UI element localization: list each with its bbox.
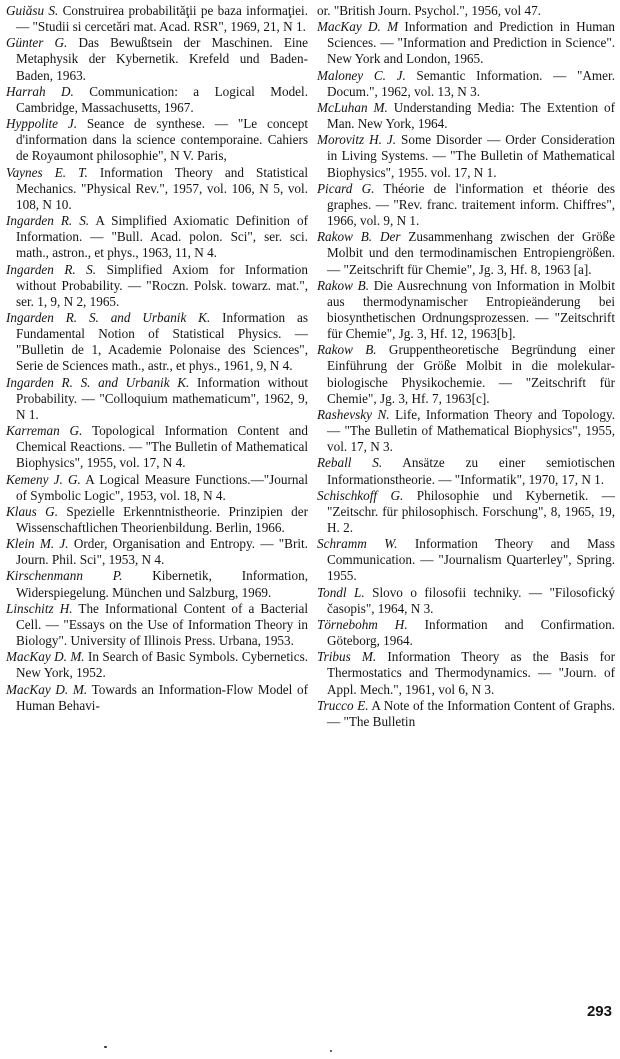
entry-author: Klaus G. bbox=[6, 503, 58, 519]
entry-text: A Logical Measure Functions.—"Journal of Symbolic Logic", 1953, vol. 18, N 4. bbox=[16, 471, 308, 503]
bibliography-entry bbox=[6, 310, 308, 375]
bibliography-entry bbox=[317, 68, 615, 100]
entry-author: Rakow B. bbox=[317, 277, 369, 293]
bibliography-entry bbox=[317, 455, 615, 487]
entry-author: McLuhan M. bbox=[317, 99, 388, 115]
entry-text: Understanding Media: The Extention of Man. New York, 1964. bbox=[327, 99, 615, 132]
entry-text: Semantic Information. — "Amer. Docum.", 1962, vol. 13, N 3. bbox=[327, 67, 615, 99]
bibliography-entry bbox=[6, 35, 308, 83]
bibliography-entry bbox=[6, 116, 308, 164]
entry-author: Klein M. J. bbox=[6, 536, 69, 552]
bibliography-entry bbox=[6, 536, 308, 568]
entry-author: Ingarden R. S. and Urbanik K. bbox=[6, 374, 190, 390]
entry-text: Information without Probability. — "Colloquium mathematicum", 1962, 9, N 1. bbox=[16, 374, 308, 422]
bibliography-entry bbox=[317, 181, 615, 229]
entry-text: Seance de synthese. — "Le concept d'information dans la science contemporaine. Cahiers de Royaumont philosophie", N V. Paris, bbox=[16, 116, 308, 164]
bibliography-entry bbox=[317, 100, 615, 132]
entry-text: Life, Information Theory and Topology. — "The Bulletin of Mathematical Biophysics", 1955, vol. 17, N 3. bbox=[327, 406, 615, 455]
entry-author: Karreman G. bbox=[6, 423, 83, 439]
bibliography-entry bbox=[6, 84, 308, 116]
bibliography-entry bbox=[6, 423, 308, 471]
entry-author: Harrah D. bbox=[6, 83, 74, 99]
entry-author: Morovitz H. J. bbox=[317, 132, 397, 148]
print-speck bbox=[330, 1050, 332, 1052]
bibliography-entry bbox=[6, 649, 308, 681]
entry-text: Das Bewußtsein der Maschinen. Eine Metaphysik der Kybernetik. Krefeld und Baden-Baden, 1963. bbox=[16, 35, 308, 83]
bibliography-entry bbox=[6, 601, 308, 649]
entry-author: Trucco E. bbox=[317, 697, 369, 713]
entry-author: Schramm W. bbox=[317, 536, 398, 552]
entry-author: Ingarden R. S. and Urbanik K. bbox=[6, 309, 211, 325]
bibliography-entry bbox=[6, 213, 308, 261]
entry-author: Maloney C. J. bbox=[317, 67, 406, 83]
entry-text: Simplified Axiom for Information without Probability. — "Roczn. Polsk. towarz. mat.", ser. 1, 9, N 2, 1965. bbox=[16, 261, 308, 309]
bibliography-entry bbox=[6, 568, 308, 600]
entry-text: Some Disorder — Order Consideration in Living Systems. — "The Bulletin of Mathematical Biophysics", 1955. vol. 17, N 1. bbox=[327, 132, 615, 180]
entry-author: Ingarden R. S. bbox=[6, 213, 90, 229]
entry-author: Schischkoff G. bbox=[317, 487, 404, 503]
bibliography-entry bbox=[6, 165, 308, 213]
entry-text: Slovo o filosofii techniky. — "Filosofický časopis", 1964, N 3. bbox=[327, 584, 615, 616]
bibliography-entry bbox=[6, 3, 308, 35]
right-column bbox=[317, 3, 615, 730]
entry-text: Information Theory and Mass Communication. — "Journalism Quarterley", Spring. 1955. bbox=[327, 536, 616, 584]
entry-text: Information Theory as the Basis for Thermostatics and Thermodynamics. — "Journ. of Appl. Mech.", 1961, vol 6, N 3. bbox=[327, 649, 615, 697]
bibliography-entry bbox=[317, 3, 615, 19]
entry-author: Vaynes E. T. bbox=[6, 164, 88, 180]
entry-text: Information Theory and Statistical Mechanics. "Physical Rev.", 1957, vol. 106, N 5, vol. 108, N 10. bbox=[16, 164, 309, 212]
entry-text: Kibernetik, Information, Widerspiegelung. München und Salzburg, 1969. bbox=[16, 568, 308, 600]
entry-text: Information as Fundamental Notion of Statistical Physics. — "Bulletin de 1, Academie Polonaise des Sciences", Serie de Sciences math., astr., et phys., 1961, 9, N 4. bbox=[16, 309, 308, 374]
entry-author: Linschitz H. bbox=[6, 600, 73, 616]
entry-text: Spezielle Erkenntnistheorie. Prinzipien der Wissenschaftlichen Theorienbildung. Berlin, 1966. bbox=[16, 503, 308, 535]
bibliography-entry bbox=[317, 278, 615, 343]
entry-author: Picard G. bbox=[317, 180, 375, 196]
entry-text: Philosophie und Kybernetik. — "Zeitschr. für philosophisch. Forschung", 8, 1965, 19, H. 2. bbox=[327, 487, 615, 535]
entry-text: Order, Organisation and Entropy. — "Brit. Journ. Phil. Sci", 1953, N 4. bbox=[16, 536, 308, 568]
bibliography-entry bbox=[317, 585, 615, 617]
entry-text: A Note of the Information Content of Graphs. — "The Bulletin bbox=[327, 697, 616, 729]
entry-author: Rakow B. bbox=[317, 342, 377, 358]
bibliography-entry bbox=[317, 536, 615, 584]
bibliography-entry bbox=[317, 229, 615, 277]
bibliography-entry bbox=[317, 19, 615, 67]
bibliography-entry bbox=[6, 504, 308, 536]
bibliography-entry bbox=[317, 488, 615, 536]
left-column bbox=[6, 3, 308, 714]
entry-author: Tribus M. bbox=[317, 649, 377, 665]
entry-author: MacKay D. M. bbox=[6, 649, 85, 665]
entry-author: Tondl L. bbox=[317, 584, 365, 600]
entry-text: A Simplified Axiomatic Definition of Information. — "Bull. Acad. polon. Sci", ser. sci. math., astron., et phys., 1963, 11, N 4. bbox=[16, 213, 308, 261]
bibliography-entry bbox=[317, 342, 615, 407]
entry-author: Günter G. bbox=[6, 35, 68, 51]
print-speck bbox=[104, 1046, 107, 1048]
entry-text: Information and Confirmation. Göteborg, 1964. bbox=[327, 616, 615, 649]
entry-author: Guiăsu S. bbox=[6, 3, 59, 18]
entry-text: Towards an Information-Flow Model of Human Behavi- bbox=[16, 681, 308, 713]
entry-text: Construirea probabilităţii pe baza informaţiei. — "Studii si cercetări mat. Acad. RSR", 1969, 21, N 1. bbox=[16, 3, 308, 35]
entry-author: Rashevsky N. bbox=[317, 406, 390, 422]
entry-author: Ingarden R. S. bbox=[6, 261, 97, 277]
entry-author: Reball S. bbox=[317, 455, 383, 471]
entry-text: In Search of Basic Symbols. Cybernetics. New York, 1952. bbox=[16, 649, 308, 681]
entry-text: Die Ausrechnung von Information in Molbit aus thermodynamischer Entropieänderung bei biosynthetischen Ordnungsprozessen. — "Zeitschrift für Chemie", Jg. 3, Hf. 12, 1963[b]. bbox=[327, 277, 616, 342]
bibliography-entry bbox=[317, 698, 615, 730]
entry-text: or. "British Journ. Psychol.", 1956, vol 47. bbox=[317, 3, 541, 18]
bibliography-entry bbox=[317, 617, 615, 649]
entry-text: Ansätze zu einer semiotischen Informationstheorie. — "Informatik", 1970, 17, N 1. bbox=[327, 455, 615, 487]
entry-author: MacKay D. M bbox=[317, 19, 399, 35]
bibliography-entry bbox=[6, 682, 308, 714]
entry-author: Kirschenmann P. bbox=[6, 568, 123, 584]
bibliography-entry bbox=[6, 375, 308, 423]
bibliography-entry bbox=[317, 649, 615, 697]
entry-text: Zusammenhang zwischen der Größe Molbit und den termodinamischen Entropiengrößen. — "Zeitschrift für Chemie", Jg. 3, Hf. 8, 1963 [a]. bbox=[327, 229, 615, 277]
entry-text: Théorie de l'information et théorie des graphes. — "Rev. franc. traitement inform. Chiffres", 1966, vol. 9, N 1. bbox=[327, 180, 615, 229]
entry-author: Rakow B. Der bbox=[317, 229, 401, 245]
entry-text: Information and Prediction in Human Sciences. — "Information and Prediction in Science". New York and London, 1965. bbox=[327, 19, 615, 67]
entry-text: The Informational Content of a Bacterial Cell. — "Essays on the Use of Information Theory in Biology". University of Illinois Press. Urbana, 1953. bbox=[16, 600, 309, 649]
entry-author: Kemeny J. G. bbox=[6, 471, 81, 487]
bibliography-entry bbox=[317, 407, 615, 455]
entry-author: MacKay D. M. bbox=[6, 681, 88, 697]
page-number: 293 bbox=[586, 1003, 612, 1020]
entry-author: Hyppolite J. bbox=[6, 116, 77, 132]
entry-text: Communication: a Logical Model. Cambridge, Massachusetts, 1967. bbox=[16, 83, 308, 115]
entry-text: Topological Information Content and Chemical Reactions. — "The Bulletin of Mathematical Biophysics", 1955, vol. 17, N 4. bbox=[16, 423, 308, 471]
entry-text: Gruppentheoretische Begründung einer Einführung der Größe Molbit in die molekular-biologische Physikochemie. — "Zeitschrift für Chemie", Jg. 3, Hf. 7, 1963[c]. bbox=[327, 342, 616, 406]
bibliography-entry bbox=[317, 132, 615, 180]
entry-author: Törnebohm H. bbox=[317, 616, 408, 632]
bibliography-entry bbox=[6, 472, 308, 504]
bibliography-entry bbox=[6, 262, 308, 310]
